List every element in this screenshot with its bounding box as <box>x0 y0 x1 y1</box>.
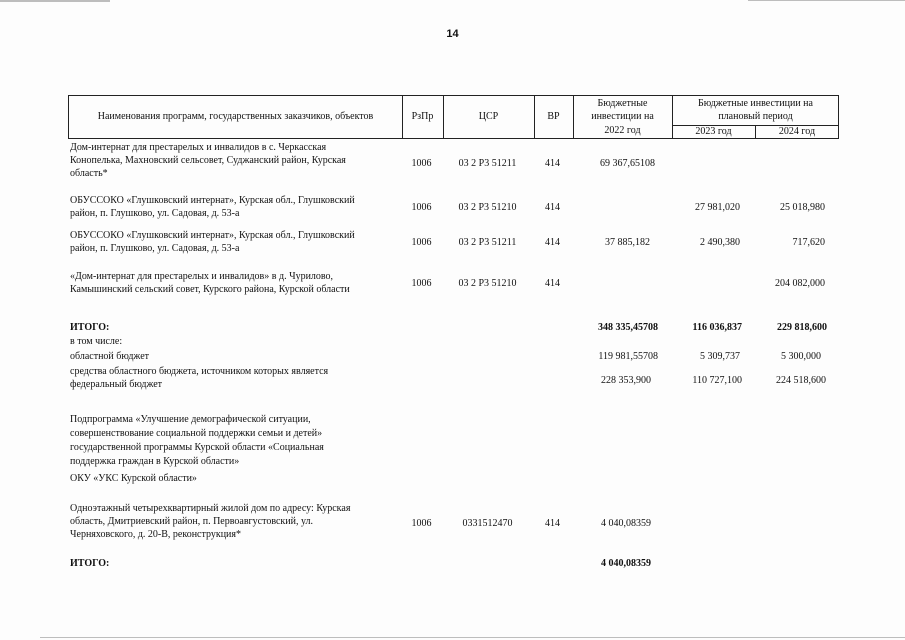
header-vr: ВР <box>547 111 560 122</box>
row-name-line: «Дом-интернат для престарелых и инвалидов» в д. Чурилово, <box>70 271 334 282</box>
row-vr: 414 <box>545 202 560 213</box>
subprogram-line: Подпрограмма «Улучшение демографической ситуации, <box>70 414 311 425</box>
row-csr: 0331512470 <box>462 518 513 529</box>
federal-label-line: федеральный бюджет <box>70 379 163 390</box>
row-name-line: Черняховского, д. 20-В, реконструкция* <box>70 529 242 540</box>
regional-value-2023: 5 309,737 <box>700 351 740 362</box>
row-name-line: Камышинский сельский совет, Курского района, Курской области <box>70 284 350 295</box>
row-rzpr: 1006 <box>411 237 432 248</box>
including-label: в том числе: <box>70 336 123 347</box>
header-inv2022-line3: 2022 год <box>604 125 641 136</box>
total-value-2024: 229 818,600 <box>777 322 827 333</box>
row-value-2024: 25 018,980 <box>780 202 825 213</box>
row-csr: 03 2 P3 51210 <box>458 278 517 289</box>
row-vr: 414 <box>545 158 560 169</box>
row-name-line: район, п. Глушково, ул. Садовая, д. 53-а <box>70 243 240 254</box>
header-2023: 2023 год <box>695 126 732 137</box>
regional-value-2022: 119 981,55708 <box>598 351 658 362</box>
header-inv2022-line2: инвестиции на <box>591 111 654 122</box>
scan-edge-bottom <box>40 637 905 638</box>
row-value-2023: 2 490,380 <box>700 237 740 248</box>
row-rzpr: 1006 <box>411 202 432 213</box>
header-inv2022-line1: Бюджетные <box>597 98 648 109</box>
row-csr: 03 2 P3 51211 <box>458 237 517 248</box>
row-name-line: Конопелька, Махновский сельсовет, Суджанский район, Курская <box>70 155 346 166</box>
customer-label: ОКУ «УКС Курской области» <box>70 473 197 484</box>
federal-value-2024: 224 518,600 <box>776 375 826 386</box>
row-name-line: ОБУССОКО «Глушковский интернат», Курская обл., Глушковский <box>70 230 355 241</box>
subprogram-line: совершенствование социальной поддержки семьи и детей» <box>70 428 323 439</box>
page-number: 14 <box>446 28 459 40</box>
total-label: ИТОГО: <box>70 322 110 333</box>
row-vr: 414 <box>545 278 560 289</box>
row-value-2022: 4 040,08359 <box>601 518 651 529</box>
row-name-line: область, Дмитриевский район, п. Первоавгустовский, ул. <box>70 516 314 527</box>
row-name-line: Одноэтажный четырехквартирный жилой дом по адресу: Курская <box>70 503 351 514</box>
row-rzpr: 1006 <box>411 518 432 529</box>
total-value-2022: 348 335,45708 <box>598 322 658 333</box>
row-value-2024: 717,620 <box>792 237 825 248</box>
header-2024: 2024 год <box>778 126 816 137</box>
header-rzpr: РзПр <box>411 111 434 122</box>
row-rzpr: 1006 <box>411 158 432 169</box>
subprogram-line: государственной программы Курской области «Социальная <box>70 442 324 453</box>
regional-budget-label: областной бюджет <box>70 351 150 362</box>
row-rzpr: 1006 <box>411 278 432 289</box>
row-name-line: Дом-интернат для престарелых и инвалидов в с. Черкасская <box>70 142 327 153</box>
header-csr: ЦСР <box>478 111 499 122</box>
total-value-2023: 116 036,837 <box>692 322 742 333</box>
federal-value-2022: 228 353,900 <box>601 375 651 386</box>
row-vr: 414 <box>545 518 560 529</box>
table-header <box>68 95 839 139</box>
federal-label-line: средства областного бюджета, источником которых является <box>70 366 329 377</box>
row-value-2022: 69 367,65108 <box>600 158 655 169</box>
row-name-line: район, п. Глушково, ул. Садовая, д. 53-а <box>70 208 240 219</box>
row-csr: 03 2 P3 51211 <box>458 158 517 169</box>
row-value-2023: 27 981,020 <box>695 202 740 213</box>
regional-value-2024: 5 300,000 <box>781 351 821 362</box>
header-plan-line2: плановый период <box>718 111 793 122</box>
subprogram-line: поддержка граждан в Курской области» <box>70 456 240 467</box>
total-label: ИТОГО: <box>70 558 110 569</box>
row-value-2022: 37 885,182 <box>605 237 650 248</box>
federal-value-2023: 110 727,100 <box>692 375 742 386</box>
row-value-2024: 204 082,000 <box>775 278 825 289</box>
row-name-line: область* <box>70 168 108 179</box>
header-name: Наименования программ, государственных заказчиков, объектов <box>97 111 374 122</box>
total-value-2022: 4 040,08359 <box>601 558 651 569</box>
scan-edge-top-right <box>748 0 905 1</box>
header-plan-line1: Бюджетные инвестиции на <box>698 98 813 109</box>
row-vr: 414 <box>545 237 560 248</box>
row-csr: 03 2 P3 51210 <box>458 202 517 213</box>
row-name-line: ОБУССОКО «Глушковский интернат», Курская обл., Глушковский <box>70 195 355 206</box>
scan-edge-top-left <box>0 0 110 2</box>
